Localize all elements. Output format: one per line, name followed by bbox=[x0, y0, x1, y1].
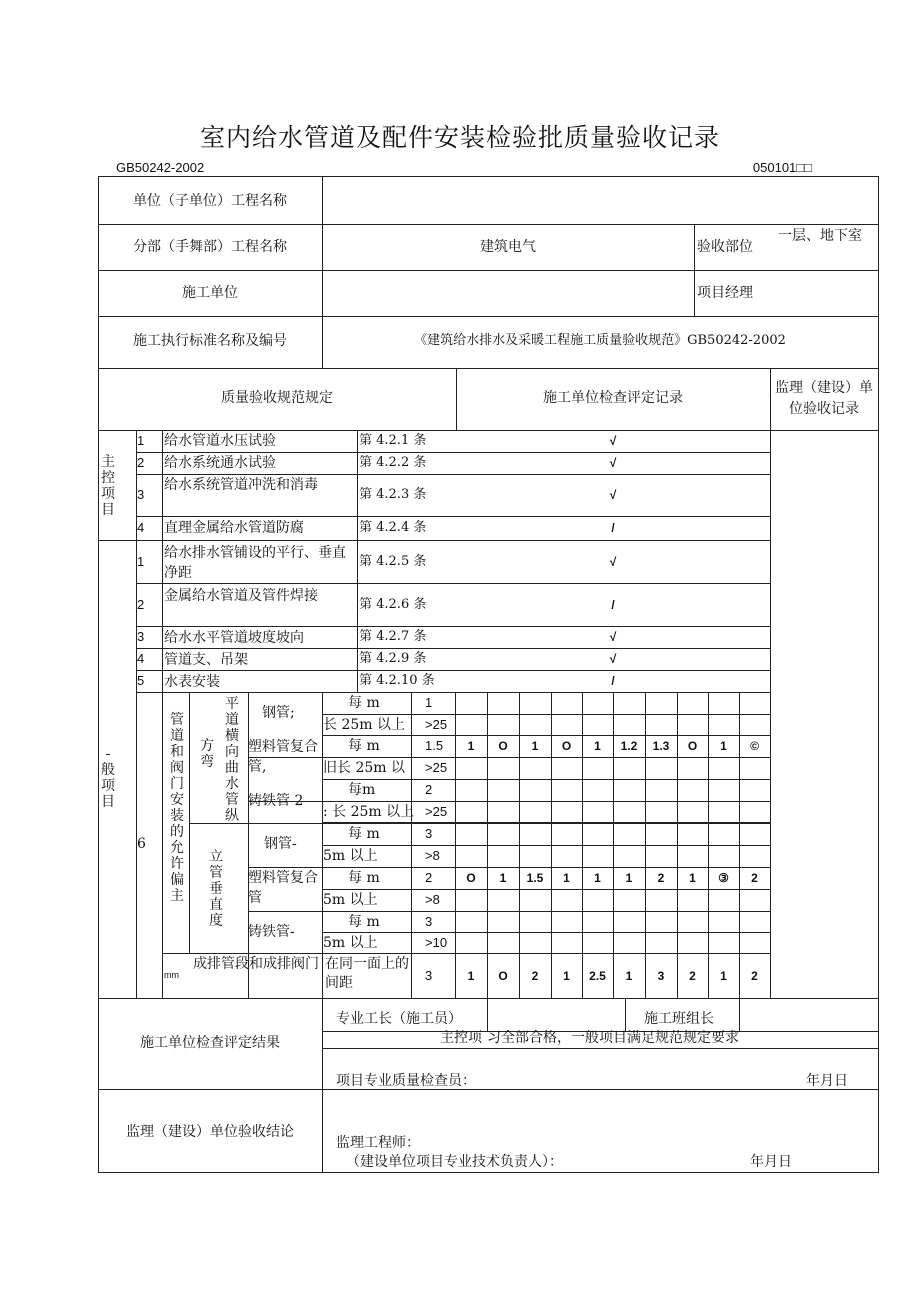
grid-line-h bbox=[248, 867, 771, 868]
page-title: 室内给水管道及配件安装检验批质量验收记录 bbox=[199, 123, 720, 152]
measured-value: O bbox=[498, 968, 508, 983]
allowed-value: 1 bbox=[425, 695, 433, 710]
item-clause: 第 4.2.9 条 bbox=[359, 651, 427, 666]
deviation-desc: 每m bbox=[348, 782, 376, 798]
deviation-desc: 每 m bbox=[348, 913, 380, 930]
measured-value: 1 bbox=[689, 871, 696, 885]
grid-line-h bbox=[162, 953, 771, 954]
grid-line-h bbox=[248, 911, 771, 912]
steel-label: 钢管; bbox=[262, 705, 295, 721]
allowed-value: 3 bbox=[425, 967, 433, 983]
item-no: 1 bbox=[137, 433, 145, 448]
result-date: 年月日 bbox=[806, 1073, 848, 1089]
unit-project-label: 单位（子单位）工程名称 bbox=[133, 193, 287, 209]
col-spec: 质量验收规范规定 bbox=[221, 390, 333, 406]
measured-value: 1.3 bbox=[652, 739, 670, 753]
item-no: 1 bbox=[137, 553, 145, 569]
grid-line-h bbox=[322, 889, 771, 890]
deviation-desc: 长 25m 以上 bbox=[323, 716, 405, 733]
construct-unit-label: 施工单位 bbox=[182, 285, 238, 301]
measured-value: 2 bbox=[531, 968, 539, 983]
dir-label: 方弯 bbox=[200, 738, 214, 770]
main-control-label: 主控项目 bbox=[101, 454, 115, 518]
grid-line-h bbox=[98, 316, 879, 317]
supervision-label: 监理（建设）单位验收结论 bbox=[126, 1124, 294, 1140]
owner-rep-label: （建设单位项目专业技术负责人）： bbox=[346, 1154, 563, 1170]
team-leader-label: 施工班组长 bbox=[644, 1011, 714, 1027]
result-label: 施工单位检查评定结果 bbox=[140, 1035, 280, 1051]
measured-value: 1 bbox=[467, 968, 475, 983]
grid-line-h bbox=[98, 540, 771, 541]
grid-line-v bbox=[487, 998, 488, 1032]
item-result: √ bbox=[609, 630, 617, 644]
item-no: 2 bbox=[137, 455, 145, 470]
item-name: 给水水平管道坡度坡向 bbox=[164, 630, 304, 646]
item-clause: 第 4.2.5 条 bbox=[359, 553, 427, 569]
row-lines-label: 成排管段和成排阀门 bbox=[193, 956, 319, 972]
measured-value: 1 bbox=[720, 739, 727, 753]
item-name: 管道支、吊架 bbox=[164, 652, 248, 668]
measured-value: O bbox=[687, 739, 698, 753]
measured-value: 1 bbox=[594, 739, 601, 753]
item-name: 水表安装 bbox=[164, 674, 220, 690]
foreman-label: 专业工长（施工员） bbox=[336, 1011, 462, 1027]
grid-line-v bbox=[136, 430, 137, 999]
item-name: 给水排水管铺设的平行、垂直净距 bbox=[164, 545, 346, 581]
deviation-desc: 5m 以上 bbox=[323, 892, 378, 908]
item-name: 给水系统管道冲洗和消毒 bbox=[164, 477, 318, 493]
measured-value: 1 bbox=[625, 968, 633, 983]
item6-no: 6 bbox=[137, 836, 146, 852]
grid-line-h bbox=[136, 452, 771, 453]
grid-line-v bbox=[357, 430, 358, 693]
grid-line-h bbox=[98, 998, 879, 999]
item-result: √ bbox=[609, 434, 617, 448]
measured-value: 2 bbox=[657, 871, 665, 885]
measured-value: 2 bbox=[751, 871, 758, 885]
general-label: -般项目 bbox=[101, 746, 115, 810]
measured-value: O bbox=[466, 871, 476, 885]
grid-line-h bbox=[136, 626, 771, 627]
allowed-value: >25 bbox=[425, 716, 448, 732]
item-result: √ bbox=[609, 488, 617, 502]
measured-value: 1 bbox=[625, 871, 633, 885]
item-no: 5 bbox=[137, 673, 145, 688]
engineer-label: 监理工程师： bbox=[336, 1135, 420, 1151]
grid-line-h bbox=[248, 757, 771, 758]
inspector-label: 项目专业质量检查员： bbox=[336, 1073, 476, 1089]
allowed-value: 3 bbox=[425, 826, 433, 841]
grid-line-h bbox=[136, 692, 771, 693]
form-code: 050101□□ bbox=[752, 160, 812, 175]
measured-value: 1 bbox=[499, 871, 507, 885]
supervision-date: 年月日 bbox=[750, 1154, 792, 1170]
steel-v-label: 钢管- bbox=[264, 836, 297, 852]
item-no: 3 bbox=[137, 629, 145, 644]
measured-value: © bbox=[750, 739, 759, 753]
grid-line-v bbox=[162, 692, 163, 999]
measured-value: 1 bbox=[531, 739, 539, 753]
allowed-value: >10 bbox=[425, 934, 448, 950]
cast-v-label: 铸铁管- bbox=[248, 924, 295, 940]
grid-line-h bbox=[322, 1048, 879, 1049]
grid-line-h bbox=[98, 1089, 879, 1090]
measured-value: 1.2 bbox=[620, 739, 638, 753]
grid-line-h bbox=[322, 845, 771, 846]
measured-value: 1 bbox=[563, 968, 570, 983]
grid-line-h bbox=[98, 430, 879, 431]
accept-part-value[interactable]: 一层、地下室 bbox=[778, 228, 862, 244]
grid-line-h bbox=[322, 735, 771, 736]
allowed-value: 2 bbox=[425, 782, 433, 797]
measured-value: 1 bbox=[467, 739, 475, 753]
item-result: √ bbox=[609, 554, 617, 569]
grid-line-v bbox=[694, 224, 695, 317]
allowed-value: >8 bbox=[425, 892, 440, 907]
measured-value: 1 bbox=[563, 871, 570, 885]
measured-value: 1 bbox=[720, 968, 727, 983]
col-supervisor: 监理（建设）单位验收记录 bbox=[775, 380, 873, 417]
plastic-label: 塑料管复合管, bbox=[248, 739, 318, 775]
measured-value: ③ bbox=[718, 871, 729, 885]
grid-line-v bbox=[878, 176, 879, 1173]
item-no: 4 bbox=[137, 651, 145, 666]
grid-line-v bbox=[189, 692, 190, 954]
grid-line-v bbox=[162, 430, 163, 693]
grid-line-v bbox=[322, 998, 323, 1173]
deviation-desc: 每 m bbox=[348, 826, 380, 842]
item-name: 直理金属给水管道防腐 bbox=[164, 520, 304, 536]
grid-line-v bbox=[411, 692, 412, 999]
deviation-desc: 每 m bbox=[348, 738, 380, 754]
item-clause: 第 4.2.3 条 bbox=[359, 487, 427, 502]
item-name: 金属给水管道及管件焊接 bbox=[164, 588, 318, 604]
sub-project-label: 分部（手舞部）工程名称 bbox=[133, 239, 287, 255]
grid-line-h bbox=[136, 583, 771, 584]
accept-part-label: 验收部位 bbox=[697, 239, 753, 255]
item-result: / bbox=[611, 674, 615, 688]
grid-line-v bbox=[770, 368, 771, 999]
item-name: 给水系统通水试验 bbox=[164, 455, 276, 471]
grid-line-h bbox=[98, 1172, 879, 1173]
measured-value: O bbox=[498, 739, 508, 753]
grid-line-v bbox=[625, 998, 626, 1032]
exec-std-label: 施工执行标准名称及编号 bbox=[133, 333, 287, 349]
conclusion-a: 主控项 bbox=[440, 1030, 482, 1046]
cast-label: 铸铁管 2 bbox=[248, 793, 304, 809]
item-clause: 第 4.2.6 条 bbox=[359, 596, 427, 612]
item-clause: 第 4.2.2 条 bbox=[359, 455, 427, 470]
conclusion-b: 习全部合格，一般项目满足规范规定要求 bbox=[487, 1030, 739, 1046]
grid-line-v bbox=[322, 692, 323, 999]
item-result: √ bbox=[609, 456, 617, 470]
standard-code: GB50242-2002 bbox=[116, 160, 205, 175]
vertical-label: 立管垂直度 bbox=[209, 849, 223, 929]
item-no: 2 bbox=[137, 596, 145, 612]
pm-label: 项目经理 bbox=[697, 285, 753, 301]
item-result: √ bbox=[609, 652, 617, 666]
deviation-desc: 每 m bbox=[348, 695, 380, 711]
row-plane-label: 在同一面上的间距 bbox=[325, 956, 409, 991]
measured-value: 3 bbox=[657, 968, 665, 983]
grid-line-h bbox=[136, 516, 771, 517]
grid-line-h bbox=[98, 176, 879, 177]
exec-std-value: 《建筑给水排水及采暖工程施工质量验收规范》GB50242-2002 bbox=[414, 333, 786, 348]
measured-value: 2 bbox=[689, 968, 696, 983]
allowed-value: 1.5 bbox=[425, 738, 444, 753]
allowed-value: 3 bbox=[425, 913, 433, 929]
grid-line-h bbox=[136, 648, 771, 649]
grid-line-h bbox=[98, 368, 879, 369]
grid-line-h bbox=[322, 779, 771, 780]
measured-value: 2.5 bbox=[589, 968, 606, 983]
deviation-desc: 5m 以上 bbox=[323, 848, 378, 864]
deviation-desc: 5m 以上 bbox=[323, 934, 378, 951]
allowed-value: >25 bbox=[425, 803, 448, 819]
allowed-value: >25 bbox=[425, 760, 448, 775]
item-no: 3 bbox=[137, 487, 145, 502]
grid-line-h bbox=[322, 932, 771, 933]
sub-project-value[interactable]: 建筑电气 bbox=[480, 239, 536, 255]
item6-group-label: 管道和阀门安装的允许偏主 bbox=[170, 712, 184, 904]
item-no: 4 bbox=[137, 520, 145, 535]
grid-line-h bbox=[136, 670, 771, 671]
allowed-value: 2 bbox=[425, 870, 433, 885]
grid-line-h bbox=[189, 823, 771, 824]
item-result: / bbox=[611, 597, 615, 612]
col-record: 施工单位检查评定记录 bbox=[543, 390, 683, 406]
grid-line-v bbox=[739, 998, 740, 1032]
deviation-desc: 旧长 25m 以 bbox=[323, 760, 405, 776]
item-name: 给水管道水压试验 bbox=[164, 433, 276, 449]
deviation-desc: 每 m bbox=[348, 870, 380, 886]
grid-line-h bbox=[98, 270, 879, 271]
measured-value: 1 bbox=[594, 871, 601, 885]
deviation-desc: : 长 25m 以上 bbox=[323, 803, 415, 820]
item-clause: 第 4.2.4 条 bbox=[359, 520, 427, 535]
item-clause: 第 4.2.1 条 bbox=[359, 433, 427, 448]
plastic-v-label: 塑料管复合管 bbox=[248, 870, 318, 906]
measured-value: 1.5 bbox=[526, 871, 544, 885]
grid-line-h bbox=[98, 224, 879, 225]
grid-line-h bbox=[136, 474, 771, 475]
measured-value: O bbox=[561, 739, 572, 753]
item-clause: 第 4.2.7 条 bbox=[359, 629, 427, 644]
item-result: / bbox=[611, 521, 615, 535]
horizontal-label: 平道横向曲水管纵 bbox=[225, 696, 239, 824]
mm-label: mm bbox=[164, 970, 179, 980]
measured-value: 2 bbox=[751, 968, 758, 983]
item-clause: 第 4.2.10 条 bbox=[359, 673, 435, 688]
allowed-value: >8 bbox=[425, 848, 440, 863]
grid-line-v bbox=[98, 176, 99, 1173]
